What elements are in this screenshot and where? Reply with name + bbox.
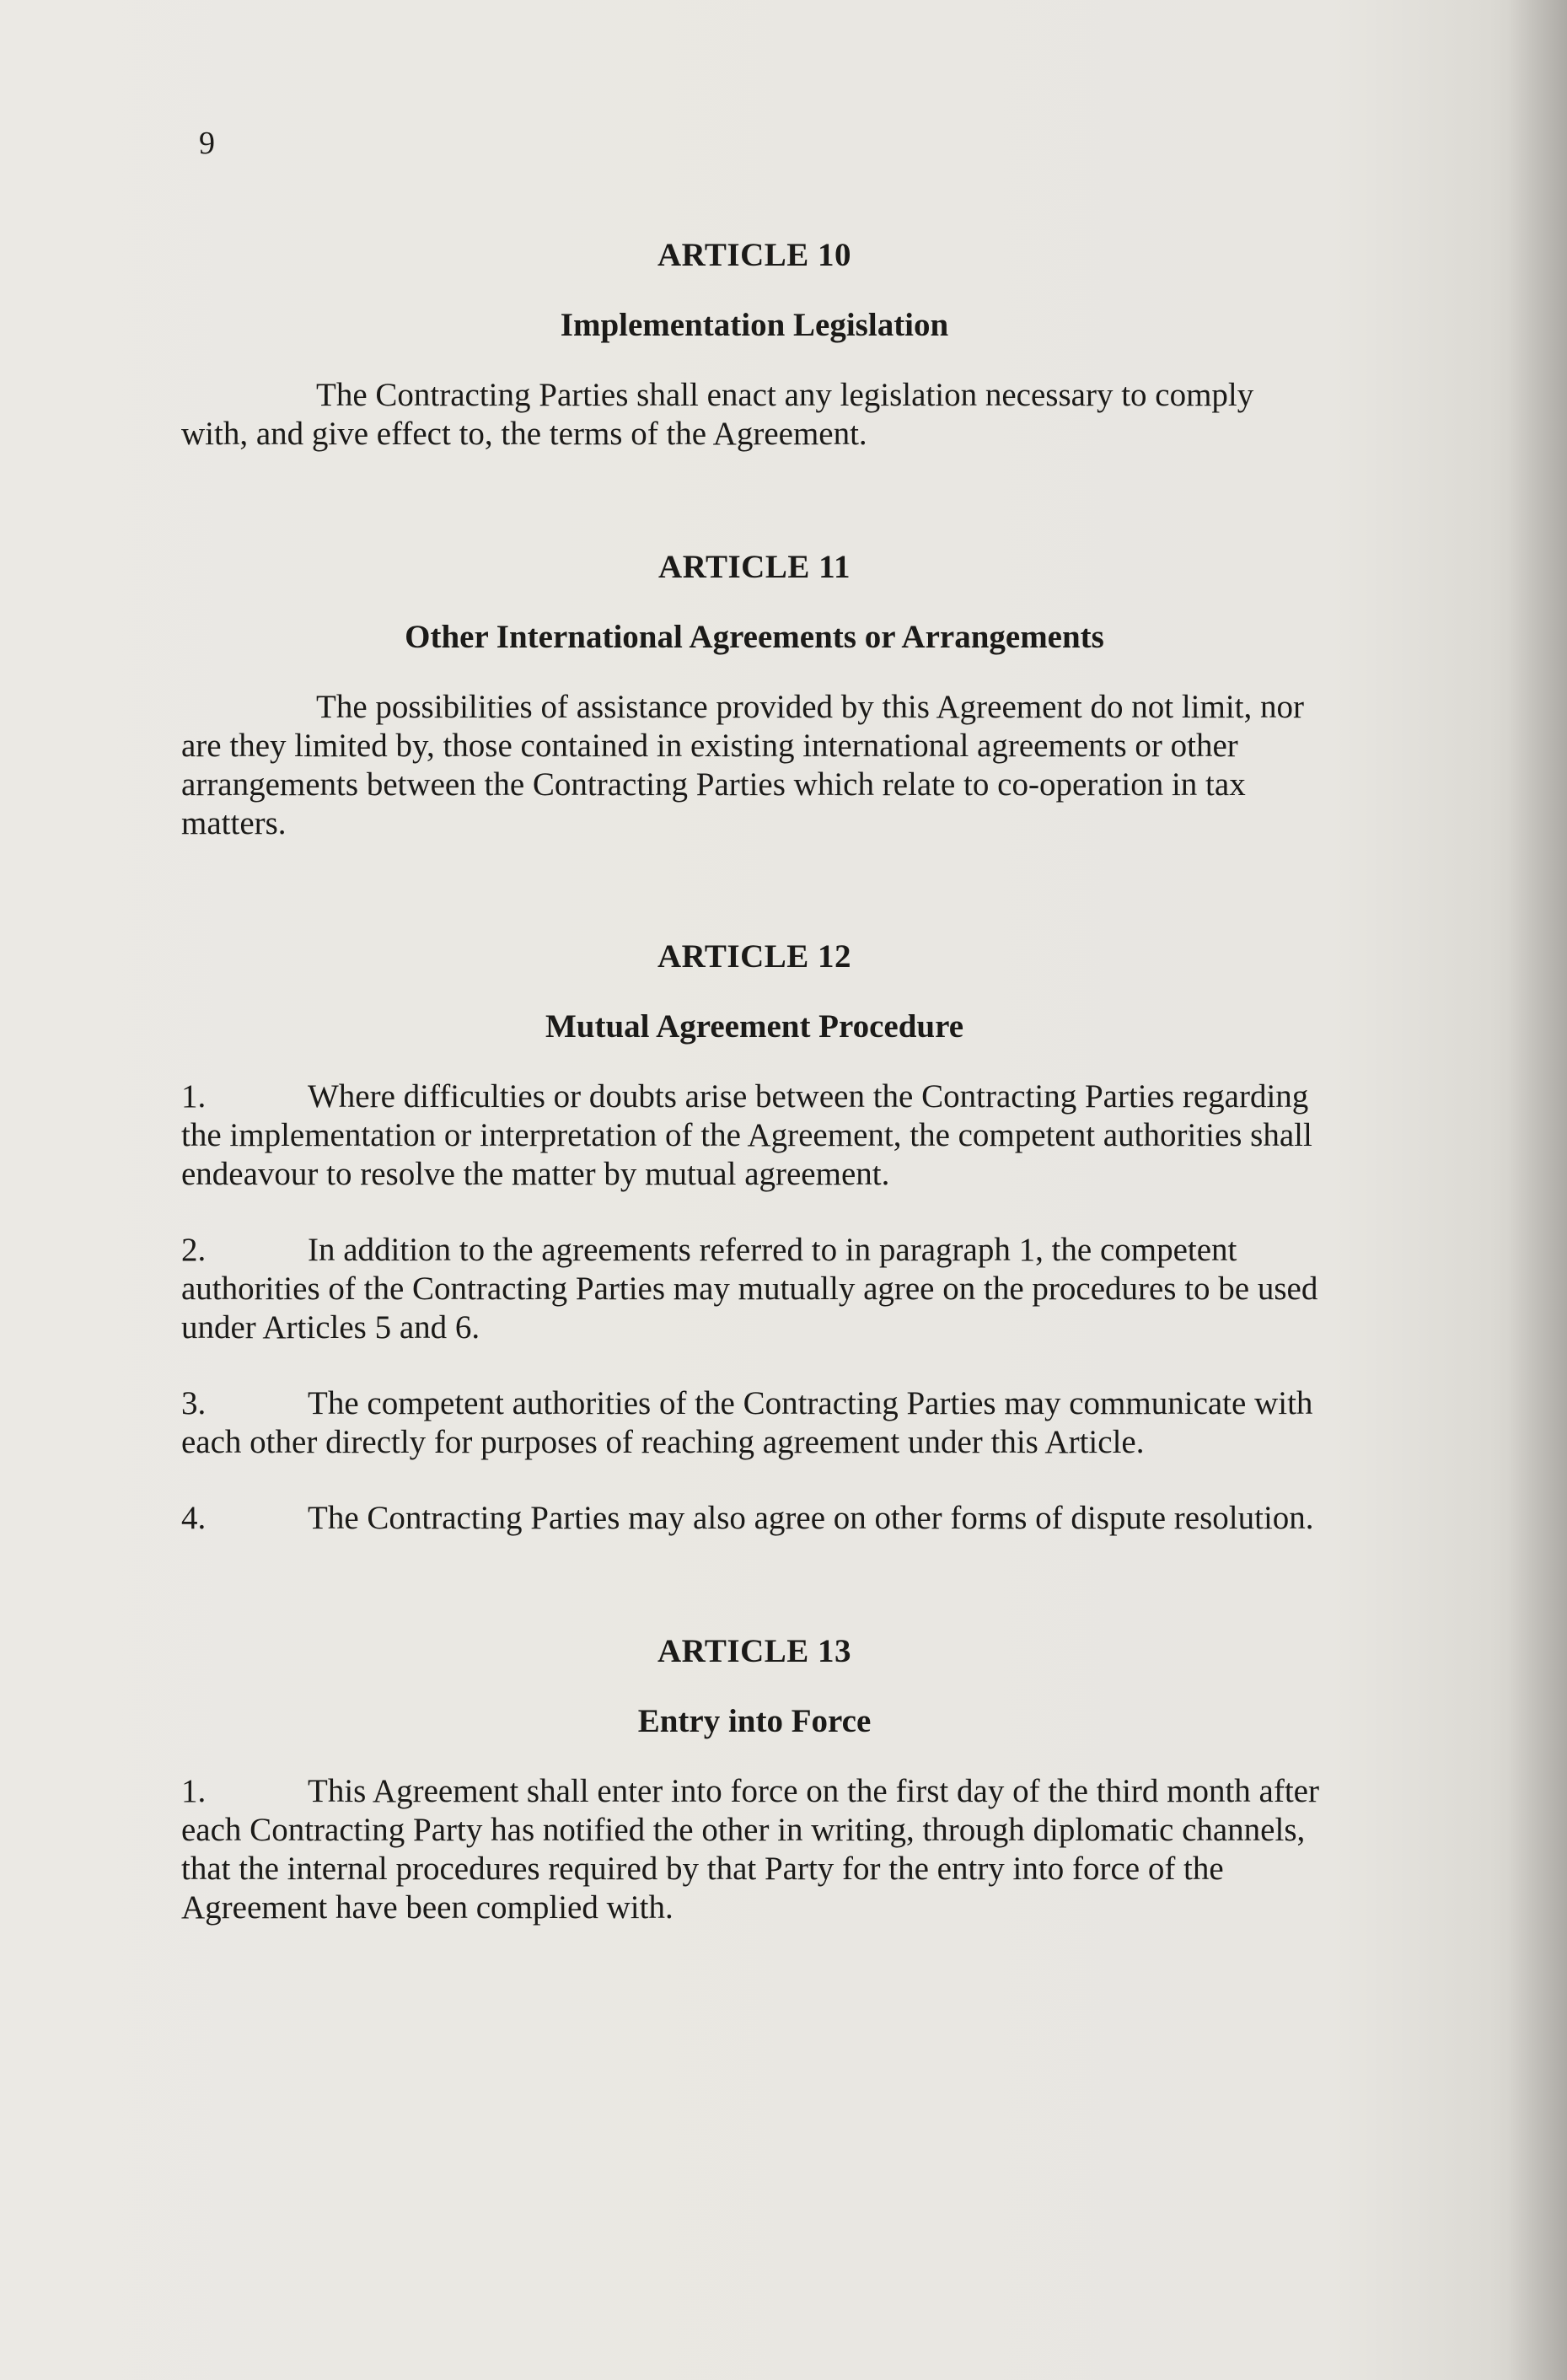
paragraph-text: The competent authorities of the Contracting Parties may communicate with each other directly for purposes of reaching agreement under this Article. [181,1385,1313,1460]
paragraph-text: Where difficulties or doubts arise between the Contracting Parties regarding the implementation or interpretation of the Agreement, the competent authorities shall endeavour to resolve the matter by mutual agreement. [181,1078,1312,1192]
article-title: ARTICLE 12 [657,938,852,975]
article-13 [181,1632,1328,1927]
article-heading: Entry into Force [637,1703,872,1739]
article-10 [181,236,1328,454]
page-number: 9 [199,126,215,161]
article-paragraph: The possibilities of assistance provided by this Agreement do not limit, nor are they limited by, those contained in existing international agreements or other arrangements between the Contracting Parties which relate to co-operation in tax matters. [181,689,1304,841]
numbered-paragraph [181,1384,1328,1462]
article-heading: Implementation Legislation [560,307,949,343]
numbered-paragraph [181,1772,1328,1927]
paragraph-text: The Contracting Parties may also agree on other forms of dispute resolution. [308,1500,1314,1536]
numbered-paragraph [181,1231,1328,1347]
article-title: ARTICLE 10 [657,237,852,273]
paragraph-number: 1. [181,1773,207,1809]
paragraph-text: In addition to the agreements referred to in paragraph 1, the competent authorities of the Contracting Parties may mutually agree on the procedures to be used under Articles 5 and 6. [181,1232,1318,1346]
document-body [181,236,1328,1964]
paragraph-number: 1. [181,1078,207,1115]
article-paragraph: The Contracting Parties shall enact any legislation necessary to comply with, and give effect to, the terms of the Agreement. [181,377,1254,452]
paragraph-number: 2. [181,1232,207,1268]
paragraph-text: This Agreement shall enter into force on the first day of the third month after each Contracting Party has notified the other in writing, through diplomatic channels, that the internal procedures required by that Party for the entry into force of the Agreement have been complied with. [181,1773,1319,1926]
article-heading: Mutual Agreement Procedure [545,1008,964,1045]
page-edge-shadow [1508,0,1567,2380]
article-heading: Other International Agreements or Arrangements [405,619,1104,655]
article-title: ARTICLE 13 [657,1633,852,1669]
article-11 [181,548,1328,843]
article-12 [181,937,1328,1538]
article-title: ARTICLE 11 [658,549,851,585]
paragraph-number: 4. [181,1500,207,1536]
paragraph-number: 3. [181,1385,207,1421]
numbered-paragraph [181,1499,1328,1538]
numbered-paragraph [181,1077,1328,1194]
